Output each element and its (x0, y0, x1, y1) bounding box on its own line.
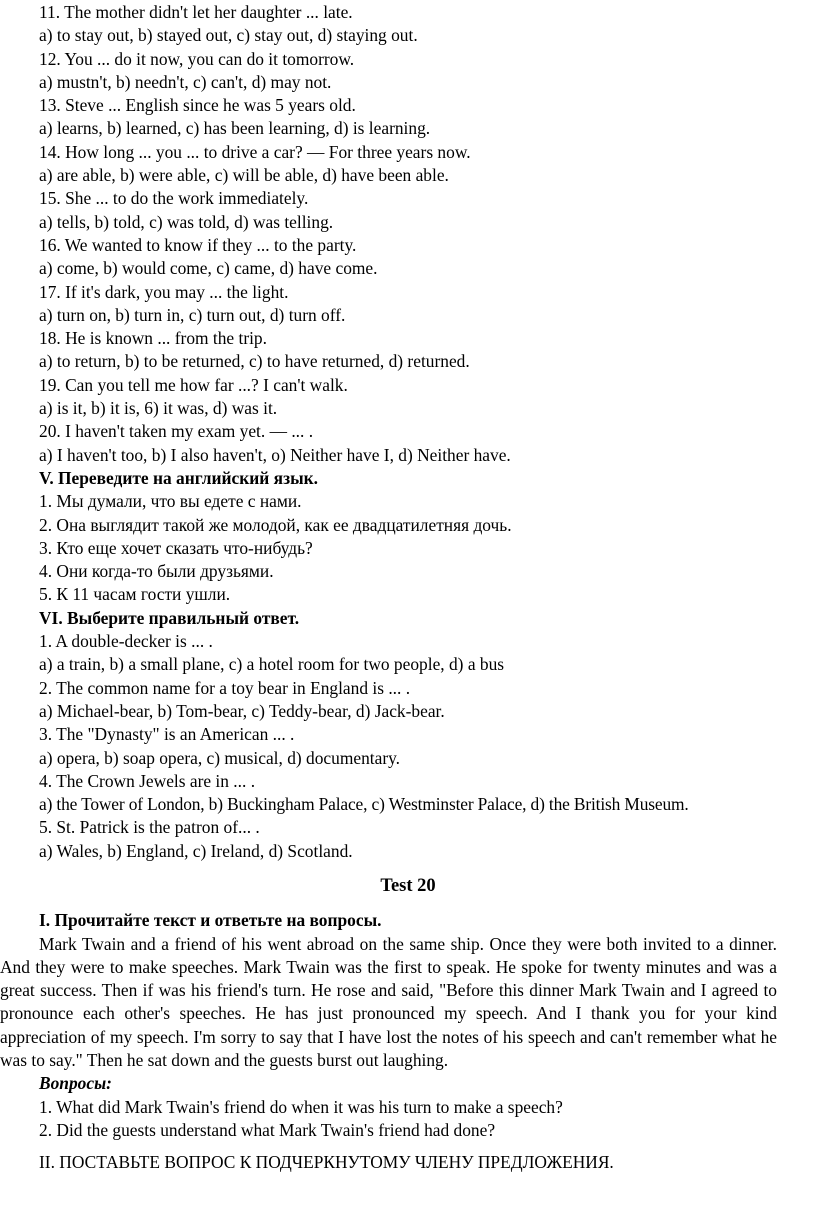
answer-options-line: a) the Tower of London, b) Buckingham Palace, c) Westminster Palace, d) the British Museum. (39, 794, 689, 815)
comprehension-question: 2. Did the guests understand what Mark Twain's friend had done? (39, 1119, 496, 1140)
answer-options-line: a) come, b) would come, c) came, d) have come. (39, 258, 378, 279)
answer-options-line: a) mustn't, b) needn't, c) can't, d) may not. (39, 71, 332, 92)
section-heading: V. Переведите на английский язык. (39, 467, 319, 488)
translation-item: 2. Она выглядит такой же молодой, как ее двадцатилетняя дочь. (39, 514, 512, 535)
question-line: 18. He is known ... from the trip. (39, 328, 267, 349)
question-line: 19. Can you tell me how far ...? I can't walk. (39, 374, 348, 395)
section-1 (0, 909, 816, 1142)
translation-item: 5. К 11 часам гости ушли. (39, 584, 231, 605)
comprehension-question: 1. What did Mark Twain's friend do when it was his turn to make a speech? (39, 1096, 563, 1117)
answer-options-line: a) a train, b) a small plane, c) a hotel room for two people, d) a bus (39, 654, 505, 675)
answer-options-line: a) is it, b) it is, 6) it was, d) was it. (39, 398, 278, 419)
section-5 (39, 467, 816, 607)
answer-options-line: a) I haven't too, b) I also haven't, o) Neither have I, d) Neither have. (39, 444, 511, 465)
question-line: 16. We wanted to know if they ... to the party. (39, 234, 357, 255)
question-line: 12. You ... do it now, you can do it tomorrow. (39, 48, 355, 69)
answer-options-line: a) to return, b) to be returned, c) to have returned, d) returned. (39, 351, 470, 372)
answer-options-line: a) are able, b) were able, c) will be able, d) have been able. (39, 165, 449, 186)
questions-heading: Вопросы: (39, 1073, 112, 1094)
translation-item: 4. Они когда-то были друзьями. (39, 561, 274, 582)
question-line: 11. The mother didn't let her daughter ... late. (39, 2, 353, 22)
section-heading: VI. Выберите правильный ответ. (39, 607, 300, 628)
question-line: 13. Steve ... English since he was 5 years old. (39, 95, 356, 116)
question-line: 17. If it's dark, you may ... the light. (39, 281, 289, 302)
answer-options-line: a) Michael-bear, b) Tom-bear, c) Teddy-bear, d) Jack-bear. (39, 700, 445, 721)
question-line: 20. I haven't taken my exam yet. — ... . (39, 421, 314, 442)
translation-item: 1. Мы думали, что вы едете с нами. (39, 491, 302, 512)
section-6 (39, 607, 816, 863)
answer-options-line: a) turn on, b) turn in, c) turn out, d) turn off. (39, 304, 346, 325)
answer-options-line: a) learns, b) learned, c) has been learning, d) is learning. (39, 118, 431, 139)
answer-options-line: a) tells, b) told, c) was told, d) was telling. (39, 211, 334, 232)
question-line: 1. A double-decker is ... . (39, 631, 213, 652)
question-line: 3. The "Dynasty" is an American ... . (39, 724, 295, 745)
section-2-heading: II. ПОСТАВЬТЕ ВОПРОС К ПОДЧЕРКНУТОМУ ЧЛЕНУ ПРЕДЛОЖЕНИЯ. (39, 1152, 614, 1173)
answer-options-line: a) to stay out, b) stayed out, c) stay out, d) staying out. (39, 25, 418, 46)
question-line: 15. She ... to do the work immediately. (39, 188, 309, 209)
question-line: 4. The Crown Jewels are in ... . (39, 770, 256, 791)
test-items-11-20 (39, 1, 816, 467)
question-line: 14. How long ... you ... to drive a car? — For three years now. (39, 141, 471, 162)
question-line: 2. The common name for a toy bear in England is ... . (39, 677, 411, 698)
story-paragraph: Mark Twain and a friend of his went abroad on the same ship. Once they were both invited to a dinner. And they were to make speeches. Mark Twain was the first to speak. He spoke for twenty minutes and was a great success. Then if was his friend's turn. He rose and said, "Before this dinner Mark Twain and I agreed to pronounce each other's speeches. He has just pronounced my speech. And I thank you for your kind appreciation of my speech. I'm sorry to say that I have lost the notes of his speech and can't remember what he was to say." Then he sat down and the guests burst out laughing. (0, 933, 777, 1071)
translation-item: 3. Кто еще хочет сказать что-нибудь? (39, 537, 313, 558)
answer-options-line: a) opera, b) soap opera, c) musical, d) documentary. (39, 747, 401, 768)
answer-options-line: a) Wales, b) England, c) Ireland, d) Scotland. (39, 840, 353, 861)
test-title: Test 20 (380, 875, 436, 896)
question-line: 5. St. Patrick is the patron of... . (39, 817, 260, 838)
section-heading: I. Прочитайте текст и ответьте на вопросы. (39, 910, 382, 931)
